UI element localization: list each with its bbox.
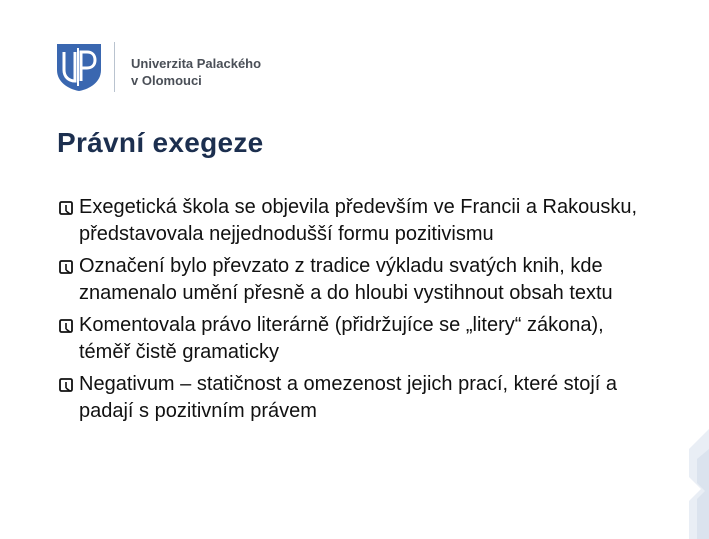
bullet-text: Označení bylo převzato z tradice výkladu svatých knih, kde znamenalo umění přesně a do hloubi vystihnout obsah textu — [79, 255, 613, 304]
logo-divider — [114, 42, 115, 92]
upol-shield-icon — [55, 42, 103, 92]
university-name-line1: Univerzita Palackého — [131, 56, 262, 71]
bullet-text: Exegetická škola se objevila především ve Francii a Rakousku, představovala nejjednodušší formu pozitivismu — [79, 196, 638, 245]
bullet-list — [58, 194, 658, 430]
bullet-text: Komentovala právo literárně (přidržujíce se „litery“ zákona), téměř čistě gramaticky — [79, 314, 604, 363]
checkbox-bullet-icon — [59, 378, 73, 392]
bullet-item-4 — [58, 371, 658, 425]
bullet-item-3 — [58, 312, 658, 366]
university-name — [131, 55, 261, 89]
slide-title: Právní exegeze — [57, 127, 264, 158]
university-logo — [55, 42, 103, 92]
bullet-item-2 — [58, 253, 658, 307]
checkbox-bullet-icon — [59, 319, 73, 333]
bullet-item-1 — [58, 194, 658, 248]
checkbox-bullet-icon — [59, 260, 73, 274]
university-name-line2: v Olomouci — [131, 73, 202, 88]
corner-decoration — [677, 429, 709, 539]
bullet-text: Negativum – statičnost a omezenost jejich prací, které stojí a padají s pozitivním právem — [79, 373, 618, 422]
checkbox-bullet-icon — [59, 201, 73, 215]
